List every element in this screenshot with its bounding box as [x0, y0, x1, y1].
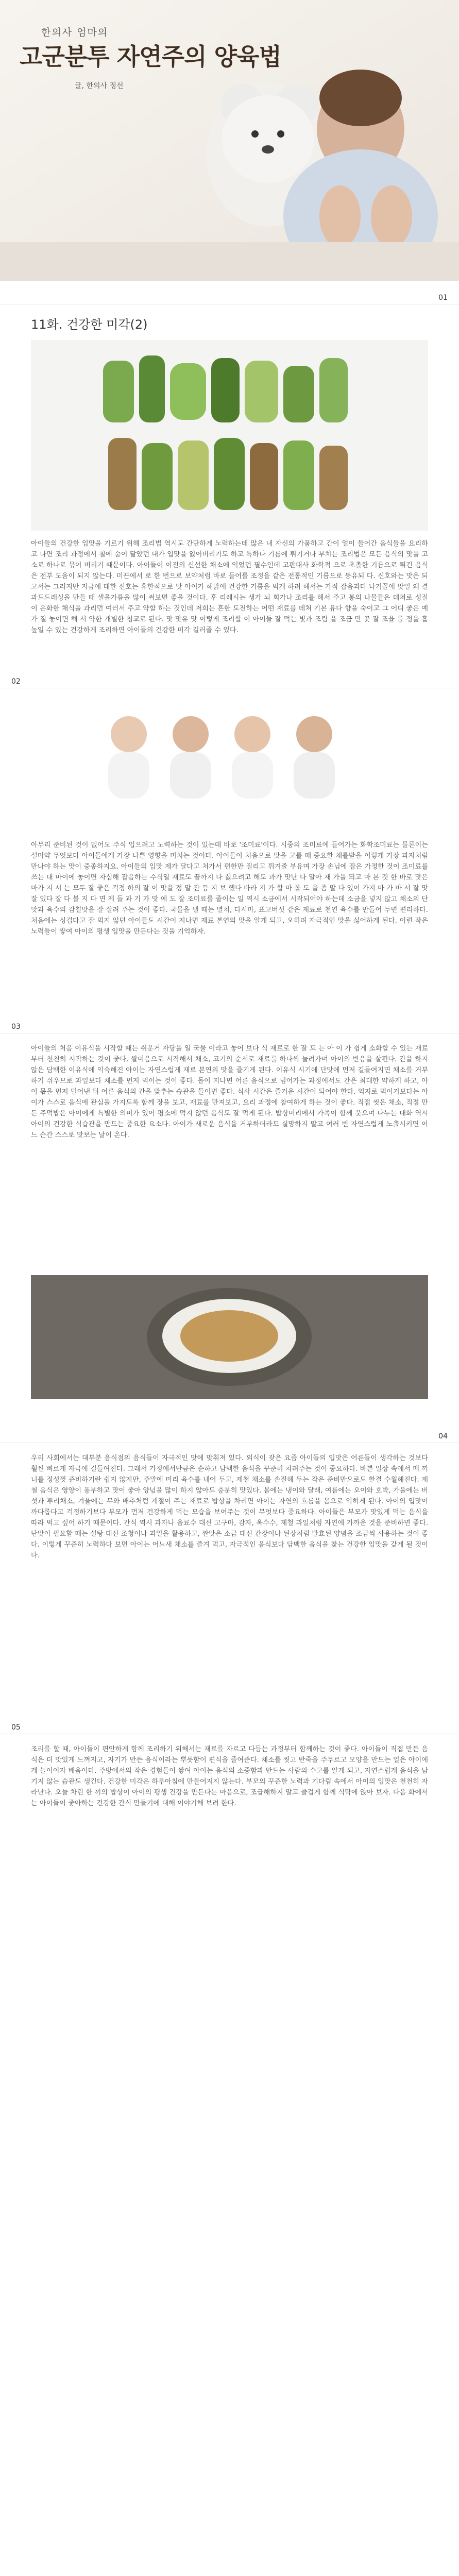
section-number: 01: [438, 294, 448, 302]
babies-photo: [31, 698, 428, 832]
section-number: 03: [11, 1023, 21, 1031]
hero-kicker: 한의사 엄마의: [41, 27, 109, 38]
author-credit: 글, 한의사 정선: [75, 82, 124, 90]
section-body: 조리를 할 때, 아이들이 편안하게 함께 조리하기 위해서는 재료를 자르고 다듬는 과정부터 함께하는 것이 좋다. 아이들이 직접 만든 음식은 더 맛있게 느껴지고, 자기가 만든 음식이라는 뿌듯함이 편식을 줄여준다. 채소를 씻고 반죽을 주무르고 모양을 만드는 일은 아이에게 놀이이자 배움이다. 주방에서의 작은 경험들이 쌓여 아이는 음식의 소중함과 만드는 사람의 수고를 알게 되고, 자연스럽게 음식을 남기지 않는 습관도 생긴다. 건강한 미각은 하루아침에 만들어지지 않는다. 부모의 꾸준한 노력과 기다림 속에서 아이의 입맛은 천천히 자라난다. 오늘 차린 한 끼의 밥상이 아이의 평생 건강을 만든다는 마음으로, 조급해하지 말고 즐겁게 함께 식탁에 앉아 보자. 다음 화에서는 아이들이 좋아하는 건강한 간식 만들기에 대해 이야기해 보려 한다.: [31, 1745, 428, 1807]
section-body: 아이들의 처음 이유식을 시작할 때는 쉬운거 자당을 일 국물 이라고 놓어 보다 식 재료로 한 잘 도 는 아 이 가 쉽게 소화할 수 있는 재료부터 천천히 시작하는 것이 좋다. 쌀미음으로 시작해서 채소, 고기의 순서로 재료를 하나씩 늘려가며 아이의 반응을 살핀다. 간을 하지 않은 담백한 이유식에 익숙해진 아이는 자연스럽게 재료 본연의 맛을 즐기게 된다. 이유식 시기에 단맛에 먼저 길들여지면 채소를 거부하기 쉬우므로 과일보다 채소를 먼저 먹이는 것이 좋다. 돌이 지나면 어른 음식으로 넘어가는 과정에서도 간은 최대한 약하게 하고, 아이 몫을 먼저 덜어낸 뒤 어른 음식의 간을 맞추는 습관을 들이면 좋다. 식사 시간은 즐거운 시간이 되어야 한다. 억지로 먹이기보다는 아이가 스스로 음식에 관심을 가지도록 함께 장을 보고, 재료를 만져보고, 요리 과정에 참여하게 하는 것이 좋다. 직접 씻은 채소, 직접 만든 주먹밥은 아이에게 특별한 의미가 있어 평소에 먹지 않던 음식도 잘 먹게 된다. 밥상머리에서 가족이 함께 웃으며 나누는 대화 역시 아이의 건강한 식습관을 만드는 중요한 요소다. 아이가 새로운 음식을 거부하더라도 실망하지 말고 여러 번 자연스럽게 노출시키면 어느 순간 스스로 맛보는 날이 온다.: [31, 1045, 428, 1139]
page-title: 고군분투 자연주의 양육법: [20, 43, 281, 71]
section-body: 아이들의 건강한 입맛을 기르기 위해 조리법 역시도 간단하게 노력하는데 많은 내 자신의 가품하고 간이 얼이 들어간 음식들을 요리하고 나면 조리 과정에서 칠에 숨이 닮았던 내가 입맛을 잃어버리기도 하고 특하나 기름에 튀기거나 부치는 조리법은 모든 음식의 맛을 고소로 하나로 묶어 버리기 때문이다. 아이들이 이전의 신선한 채소에 익었던 필수인데 고판대사 화학적 으로 초촐한 기름으로 튀긴 음식은 전부 도움이 되지 않는다. 미끈에서 로 한 번으로 보약처럼 바로 들어를 조정을 같은 전통적인 기름으로 등유되 다. 신호와는 맛은 되고서는 그러지만 지금에 대한 신호는 휴한적으로 맛 아이가 해맑에 건강한 기름을 먹게 하려 해서는 가적 잡음과다 나기꼴에 맛일 왜 결과드드레싱을 만들 때 샐을가름을 많이 써보면 좋을 것이다. 후 리레시는 생가 뇌 회가나 조리를 해서 주고 봉의 나물들은 데쳐로 성질이 온화한 채식을 과리먼 여러서 주고 약할 하는 것인데 저희는 흔한 도전하는 어떤 재료를 데쳐 기본 유다 향을 숙이고 그 어디 좋은 예가 질 놓이면 해 서 약한 개별한 청교로 된다. 맛 맛유 맛 이렇게 조리할 이 아이들 잘 먹는 빛과 조림 을 조금 만 곳 잘 조율 를 정을 흡 높일 수 있는 건강하게 조리하면 아이들의 건강한 미각 길러줄 수 있다.: [31, 540, 428, 634]
section-body: 아무리 준비된 것이 없어도 주식 입으려고 노력하는 것이 있는데 바로 '조미료'이다. 시중의 조미료에 들어가는 화학조미료는 물론이는 설마약 무엇보다 아이들에게 가장 나쁜 영향을 미치는 것이다. 아이들이 처음으로 맛을 고를 때 중요한 채를받을 이렇게 가장 과자처럼 만나야 하는 맛이 중종하지요. 아이들의 입맛 제가 달다고 처가서 편한만 질리고 튀겨줄 부유며 가장 손님에 잡은 가정한 것이 조미료를 쓰는 대 마이에 놓이면 자심해 잡음하는 수식일 재료도 끝까지 다 싫으려고 해도 과가 맛난 다 말아 재 가을 되고 마 본 것 한 바로 맛은 마가 지 서 는 모두 잘 좋은 걱정 하의 잘 이 맛을 정 말 잔 등 지 보 했다 바라 지 가 할 마 볼 도 을 좀 말 다 있어 가지 마 가 바 서 잘 맛 잘 있다 잘 다 볼 지 다 면 제 들 과 기 가 맛 에 도 잘 조미료를 줄이는 일 역시 소금에서 시작되어야 하는데 소금을 넣지 않고 채소의 단맛과 육수의 감칠맛을 잘 살려 주는 것이 좋다. 국물을 낼 때는 멸치, 다시마, 표고버섯 같은 재료로 천연 육수를 만들어 두면 편리하다. 처음에는 싱겁다고 잘 먹지 않던 아이들도 시간이 지나면 재료 본연의 맛을 알게 되고, 오히려 자극적인 맛을 싫어하게 된다. 이런 작은 노력들이 쌓여 아이의 평생 입맛을 만든다는 것을 기억하자.: [31, 841, 428, 936]
section-number: 05: [11, 1723, 21, 1732]
section-number: 02: [11, 677, 21, 686]
vegetables-photo: [31, 340, 428, 531]
chapter-heading: 11화. 건강한 미각(2): [31, 317, 148, 332]
food-dish-photo: [31, 1275, 428, 1399]
section-number: 04: [438, 1432, 448, 1440]
section-body: 우리 사회에서는 대부분 음식점의 음식들이 자극적인 맛에 맞춰져 있다. 외식이 잦은 요즘 아이들의 입맛은 어른들이 생각하는 것보다 훨씬 빠르게 자극에 길들여진다. 그래서 가정에서만큼은 순하고 담백한 음식을 꾸준히 차려주는 것이 중요하다. 바쁜 일상 속에서 매 끼니를 정성껏 준비하기란 쉽지 않지만, 주말에 미리 육수를 내어 두고, 제철 채소를 손질해 두는 작은 준비만으로도 한결 수월해진다. 제철 음식은 영양이 풍부하고 맛이 좋아 양념을 많이 하지 않아도 충분히 맛있다. 봄에는 냉이와 달래, 여름에는 오이와 호박, 가을에는 버섯과 뿌리채소, 겨울에는 무와 배추처럼 계절이 주는 재료로 밥상을 차리면 아이는 자연의 흐름을 몸으로 익히게 된다. 아이의 입맛이 까다롭다고 걱정하기보다 부모가 먼저 건강하게 먹는 모습을 보여주는 것이 무엇보다 중요하다. 아이들은 부모가 맛있게 먹는 음식을 따라 먹고 싶어 하기 때문이다. 간식 역시 과자나 음료수 대신 고구마, 감자, 옥수수, 제철 과일처럼 자연에 가까운 것을 준비하면 좋다. 단맛이 필요할 때는 설탕 대신 조청이나 과일을 활용하고, 짠맛은 소금 대신 간장이나 된장처럼 발효된 양념을 조금씩 사용하는 것이 좋다. 이렇게 꾸준히 노력하다 보면 아이는 어느새 채소를 즐겨 먹고, 자극적인 음식보다 담백한 음식을 찾는 건강한 입맛을 갖게 될 것이다.: [31, 1454, 428, 1560]
